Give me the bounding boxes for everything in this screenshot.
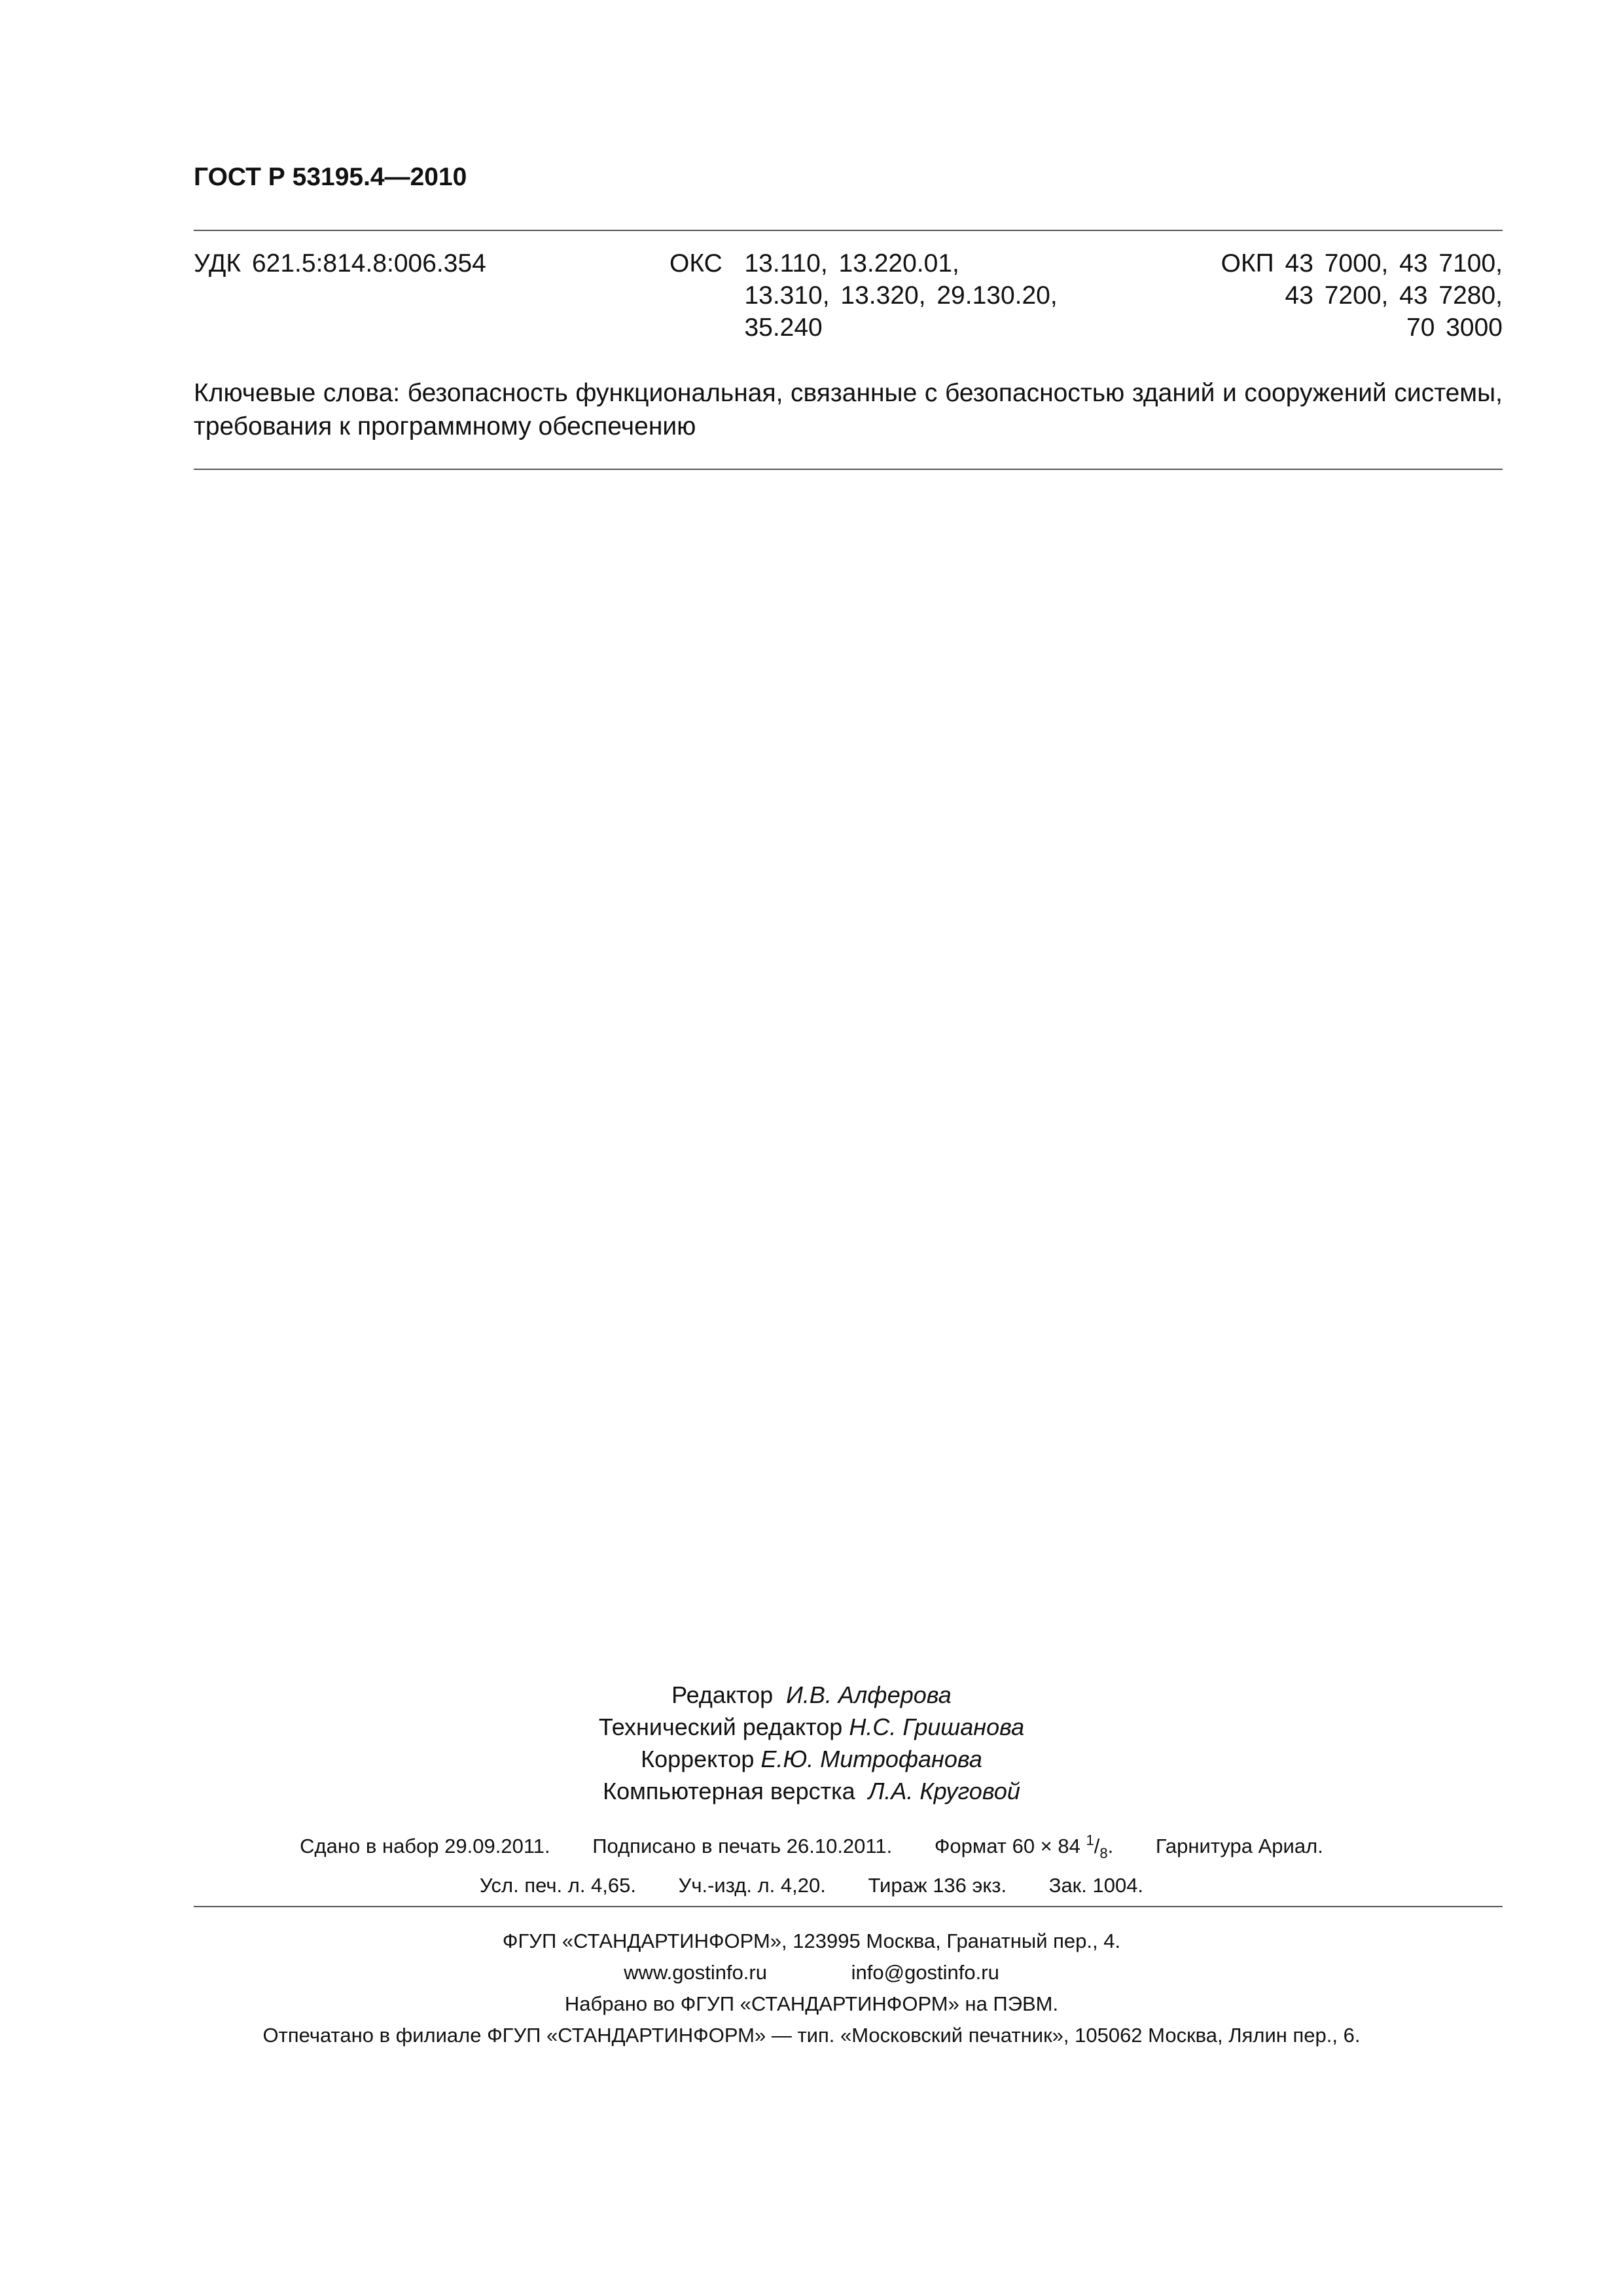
imprint-divider: [194, 1906, 1503, 1907]
format: Формат 60 × 84 $^1/_8$.: [934, 1832, 1114, 1861]
typeface: Гарнитура Ариал.: [1155, 1835, 1323, 1857]
udk-code: УДК 621.5:814.8:006.354: [194, 249, 486, 278]
set-date: Сдано в набор 29.09.2011.: [300, 1835, 550, 1857]
keywords-paragraph: Ключевые слова: безопасность функциональная, связанные с безопасностью зданий и сооружений системы, требования к программному обеспечению: [194, 379, 1503, 440]
printed-note: Отпечатано в филиале ФГУП «СТАНДАРТИНФОРМ» — тип. «Московский печатник», 105062 Москва, Лялин пер., 6.: [262, 2024, 1361, 2047]
credit-proofreader: [0, 1743, 1623, 1775]
credits-block: [0, 1679, 1623, 1807]
standard-id: ГОСТ Р 53195.4—2010: [194, 163, 467, 191]
credit-person: И.В. Алферова: [786, 1681, 952, 1708]
credit-person: Н.С. Гришанова: [849, 1713, 1025, 1740]
oks-codes: [669, 247, 1058, 344]
publisher-contacts: [0, 1957, 1623, 1988]
print-sheets: Усл. печ. л. 4,65.: [479, 1874, 636, 1897]
keywords-divider: [194, 469, 1503, 470]
credit-person: Л.А. Круговой: [868, 1778, 1020, 1804]
credit-layout: [0, 1775, 1623, 1807]
publisher-address: ФГУП «СТАНДАРТИНФОРМ», 123995 Москва, Гранатный пер., 4.: [502, 1929, 1121, 1952]
credit-role: Редактор: [671, 1681, 774, 1708]
credit-role: Компьютерная верстка: [603, 1778, 855, 1804]
circulation: Тираж 136 экз.: [868, 1874, 1007, 1897]
okp-line: 70 3000: [1406, 314, 1503, 342]
sign-date: Подписано в печать 26.10.2011.: [592, 1835, 893, 1857]
pub-sheets: Уч.-изд. л. 4,20.: [678, 1874, 826, 1897]
credit-editor: [0, 1679, 1623, 1711]
print-info-line-2: [0, 1870, 1623, 1901]
format-text: Формат 60 × 84: [934, 1835, 1080, 1857]
oks-label: ОКС: [669, 249, 722, 278]
typeset-note: Набрано во ФГУП «СТАНДАРТИНФОРМ» на ПЭВМ.: [564, 1992, 1059, 2015]
okp-line: 43 7200, 43 7280,: [1285, 281, 1503, 310]
oks-values: [744, 247, 1057, 344]
print-info-line-1: [0, 1831, 1623, 1864]
oks-line: 13.310, 13.320, 29.130.20,: [744, 281, 1058, 310]
top-divider: [194, 230, 1503, 231]
credit-role: Корректор: [641, 1746, 755, 1772]
okp-codes: [1221, 247, 1503, 344]
credit-tech-editor: [0, 1711, 1623, 1743]
website-link[interactable]: www.gostinfo.ru: [624, 1961, 767, 1984]
email-link[interactable]: info@gostinfo.ru: [851, 1961, 999, 1984]
oks-line: 35.240: [744, 314, 823, 342]
format-fraction-num: 1: [1086, 1832, 1094, 1848]
order-number: Зак. 1004.: [1048, 1874, 1144, 1897]
okp-line: ОКП 43 7000, 43 7100,: [1221, 249, 1503, 278]
oks-line: 13.110, 13.220.01,: [744, 249, 959, 278]
credit-role: Технический редактор: [598, 1713, 843, 1740]
credit-person: Е.Ю. Митрофанова: [760, 1746, 982, 1772]
format-fraction-den: 8: [1099, 1845, 1108, 1861]
